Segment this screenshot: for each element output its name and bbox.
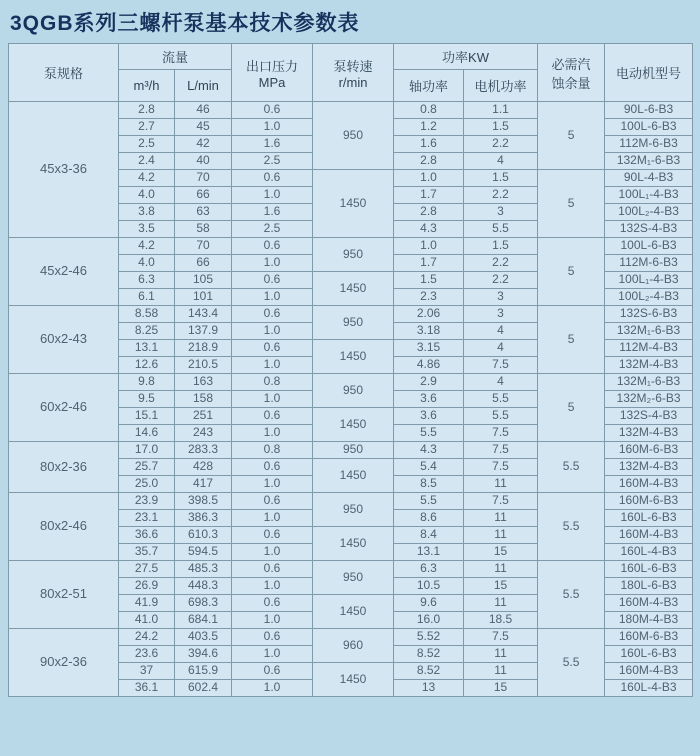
shaft-power-cell: 3.15 — [394, 340, 464, 357]
header-npsh: 必需汽 蚀余量 — [538, 44, 605, 102]
header-shaft-power: 轴功率 — [394, 70, 464, 102]
shaft-power-cell: 1.2 — [394, 119, 464, 136]
motor-power-cell: 4 — [464, 323, 538, 340]
pressure-cell: 1.0 — [232, 119, 313, 136]
shaft-power-cell: 5.5 — [394, 493, 464, 510]
flow-lmin-cell: 403.5 — [175, 629, 232, 646]
pressure-cell: 0.6 — [232, 663, 313, 680]
shaft-power-cell: 13.1 — [394, 544, 464, 561]
motor-power-cell: 7.5 — [464, 629, 538, 646]
motor-power-cell: 18.5 — [464, 612, 538, 629]
shaft-power-cell: 2.06 — [394, 306, 464, 323]
pressure-cell: 0.6 — [232, 340, 313, 357]
flow-lmin-cell: 398.5 — [175, 493, 232, 510]
flow-lmin-cell: 40 — [175, 153, 232, 170]
flow-lmin-cell: 42 — [175, 136, 232, 153]
pressure-cell: 1.0 — [232, 612, 313, 629]
pressure-cell: 1.0 — [232, 323, 313, 340]
motor-model-cell: 160M-4-B3 — [605, 527, 693, 544]
speed-cell: 950 — [313, 102, 394, 170]
motor-power-cell: 2.2 — [464, 255, 538, 272]
npsh-cell: 5.5 — [538, 629, 605, 697]
motor-model-cell: 132M-4-B3 — [605, 357, 693, 374]
flow-m3h-cell: 24.2 — [119, 629, 175, 646]
motor-model-cell: 112M-4-B3 — [605, 340, 693, 357]
flow-lmin-cell: 698.3 — [175, 595, 232, 612]
motor-model-cell: 160M-6-B3 — [605, 442, 693, 459]
pressure-cell: 0.6 — [232, 459, 313, 476]
flow-m3h-cell: 4.0 — [119, 187, 175, 204]
shaft-power-cell: 1.7 — [394, 187, 464, 204]
speed-cell: 950 — [313, 374, 394, 408]
shaft-power-cell: 3.6 — [394, 391, 464, 408]
shaft-power-cell: 0.8 — [394, 102, 464, 119]
shaft-power-cell: 8.52 — [394, 663, 464, 680]
pump-spec-cell: 60x2-43 — [9, 306, 119, 374]
pressure-cell: 0.8 — [232, 374, 313, 391]
flow-lmin-cell: 428 — [175, 459, 232, 476]
table-row — [9, 629, 693, 646]
header-motor-power: 电机功率 — [464, 70, 538, 102]
motor-power-cell: 3 — [464, 289, 538, 306]
flow-lmin-cell: 46 — [175, 102, 232, 119]
motor-model-cell: 132M-4-B3 — [605, 459, 693, 476]
flow-m3h-cell: 37 — [119, 663, 175, 680]
shaft-power-cell: 4.3 — [394, 221, 464, 238]
motor-power-cell: 15 — [464, 544, 538, 561]
flow-lmin-cell: 70 — [175, 238, 232, 255]
motor-power-cell: 4 — [464, 153, 538, 170]
flow-lmin-cell: 45 — [175, 119, 232, 136]
motor-model-cell: 132S-4-B3 — [605, 221, 693, 238]
flow-lmin-cell: 485.3 — [175, 561, 232, 578]
speed-cell: 1450 — [313, 527, 394, 561]
flow-lmin-cell: 70 — [175, 170, 232, 187]
pressure-cell: 1.0 — [232, 289, 313, 306]
pressure-cell: 1.0 — [232, 578, 313, 595]
motor-model-cell: 132M₂-6-B3 — [605, 391, 693, 408]
shaft-power-cell: 1.0 — [394, 238, 464, 255]
header-power: 功率KW — [394, 44, 538, 70]
flow-m3h-cell: 23.1 — [119, 510, 175, 527]
motor-power-cell: 5.5 — [464, 408, 538, 425]
motor-model-cell: 100L₂-4-B3 — [605, 289, 693, 306]
flow-lmin-cell: 283.3 — [175, 442, 232, 459]
shaft-power-cell: 5.4 — [394, 459, 464, 476]
flow-lmin-cell: 158 — [175, 391, 232, 408]
motor-power-cell: 11 — [464, 663, 538, 680]
motor-power-cell: 2.2 — [464, 136, 538, 153]
pressure-cell: 1.6 — [232, 204, 313, 221]
pressure-cell: 1.0 — [232, 476, 313, 493]
npsh-cell: 5 — [538, 170, 605, 238]
pressure-cell: 0.6 — [232, 170, 313, 187]
header-outlet-pressure: 出口压力 MPa — [232, 44, 313, 102]
flow-lmin-cell: 448.3 — [175, 578, 232, 595]
motor-model-cell: 160M-4-B3 — [605, 663, 693, 680]
flow-m3h-cell: 2.4 — [119, 153, 175, 170]
npsh-cell: 5.5 — [538, 442, 605, 493]
shaft-power-cell: 13 — [394, 680, 464, 697]
header-pump-speed: 泵转速 r/min — [313, 44, 394, 102]
pressure-cell: 1.0 — [232, 357, 313, 374]
shaft-power-cell: 4.86 — [394, 357, 464, 374]
flow-m3h-cell: 14.6 — [119, 425, 175, 442]
pressure-cell: 1.0 — [232, 646, 313, 663]
speed-cell: 960 — [313, 629, 394, 663]
pressure-cell: 2.5 — [232, 221, 313, 238]
pressure-cell: 0.6 — [232, 238, 313, 255]
table-row — [9, 238, 693, 255]
pressure-cell: 1.0 — [232, 544, 313, 561]
motor-power-cell: 3 — [464, 204, 538, 221]
motor-model-cell: 112M-6-B3 — [605, 255, 693, 272]
motor-model-cell: 160M-4-B3 — [605, 595, 693, 612]
flow-m3h-cell: 27.5 — [119, 561, 175, 578]
flow-m3h-cell: 4.0 — [119, 255, 175, 272]
motor-power-cell: 5.5 — [464, 221, 538, 238]
flow-m3h-cell: 4.2 — [119, 238, 175, 255]
flow-m3h-cell: 3.5 — [119, 221, 175, 238]
table-header — [9, 44, 693, 102]
pressure-cell: 0.6 — [232, 629, 313, 646]
motor-power-cell: 7.5 — [464, 442, 538, 459]
motor-model-cell: 100L-6-B3 — [605, 238, 693, 255]
pressure-cell: 0.6 — [232, 527, 313, 544]
motor-power-cell: 7.5 — [464, 459, 538, 476]
motor-power-cell: 11 — [464, 476, 538, 493]
speed-cell: 950 — [313, 442, 394, 459]
flow-m3h-cell: 9.8 — [119, 374, 175, 391]
motor-model-cell: 132M₁-6-B3 — [605, 323, 693, 340]
pump-spec-cell: 45x2-46 — [9, 238, 119, 306]
pressure-cell: 0.6 — [232, 408, 313, 425]
npsh-cell: 5 — [538, 238, 605, 306]
motor-power-cell: 4 — [464, 340, 538, 357]
motor-power-cell: 1.5 — [464, 238, 538, 255]
flow-m3h-cell: 41.9 — [119, 595, 175, 612]
motor-model-cell: 160L-4-B3 — [605, 544, 693, 561]
header-flow-lmin: L/min — [175, 70, 232, 102]
shaft-power-cell: 10.5 — [394, 578, 464, 595]
motor-model-cell: 160M-4-B3 — [605, 476, 693, 493]
flow-m3h-cell: 12.6 — [119, 357, 175, 374]
shaft-power-cell: 3.18 — [394, 323, 464, 340]
table-body — [9, 102, 693, 697]
flow-m3h-cell: 36.6 — [119, 527, 175, 544]
speed-cell: 950 — [313, 306, 394, 340]
flow-lmin-cell: 251 — [175, 408, 232, 425]
speed-cell: 1450 — [313, 408, 394, 442]
motor-model-cell: 160M-6-B3 — [605, 629, 693, 646]
shaft-power-cell: 8.4 — [394, 527, 464, 544]
header-motor-model: 电动机型号 — [605, 44, 693, 102]
motor-power-cell: 1.5 — [464, 170, 538, 187]
flow-lmin-cell: 143.4 — [175, 306, 232, 323]
flow-m3h-cell: 6.1 — [119, 289, 175, 306]
shaft-power-cell: 2.8 — [394, 153, 464, 170]
pressure-cell: 0.6 — [232, 493, 313, 510]
pressure-cell: 1.0 — [232, 425, 313, 442]
flow-lmin-cell: 386.3 — [175, 510, 232, 527]
flow-lmin-cell: 101 — [175, 289, 232, 306]
flow-lmin-cell: 63 — [175, 204, 232, 221]
shaft-power-cell: 8.6 — [394, 510, 464, 527]
motor-power-cell: 7.5 — [464, 493, 538, 510]
pump-spec-cell: 80x2-36 — [9, 442, 119, 493]
flow-m3h-cell: 35.7 — [119, 544, 175, 561]
motor-power-cell: 4 — [464, 374, 538, 391]
flow-lmin-cell: 58 — [175, 221, 232, 238]
motor-model-cell: 180M-4-B3 — [605, 612, 693, 629]
pressure-cell: 0.8 — [232, 442, 313, 459]
motor-power-cell: 11 — [464, 561, 538, 578]
pump-spec-cell: 90x2-36 — [9, 629, 119, 697]
flow-m3h-cell: 41.0 — [119, 612, 175, 629]
motor-model-cell: 132M₁-6-B3 — [605, 153, 693, 170]
flow-m3h-cell: 6.3 — [119, 272, 175, 289]
flow-lmin-cell: 66 — [175, 187, 232, 204]
motor-model-cell: 160M-6-B3 — [605, 493, 693, 510]
pressure-cell: 2.5 — [232, 153, 313, 170]
shaft-power-cell: 2.8 — [394, 204, 464, 221]
table-row — [9, 102, 693, 119]
motor-model-cell: 160L-6-B3 — [605, 646, 693, 663]
flow-lmin-cell: 163 — [175, 374, 232, 391]
speed-cell: 1450 — [313, 595, 394, 629]
motor-power-cell: 7.5 — [464, 357, 538, 374]
npsh-cell: 5.5 — [538, 561, 605, 629]
flow-m3h-cell: 9.5 — [119, 391, 175, 408]
shaft-power-cell: 1.6 — [394, 136, 464, 153]
flow-m3h-cell: 15.1 — [119, 408, 175, 425]
table-row — [9, 442, 693, 459]
flow-m3h-cell: 23.6 — [119, 646, 175, 663]
shaft-power-cell: 1.5 — [394, 272, 464, 289]
motor-model-cell: 90L-6-B3 — [605, 102, 693, 119]
speed-cell: 1450 — [313, 170, 394, 238]
flow-lmin-cell: 243 — [175, 425, 232, 442]
motor-model-cell: 90L-4-B3 — [605, 170, 693, 187]
flow-m3h-cell: 2.7 — [119, 119, 175, 136]
shaft-power-cell: 5.5 — [394, 425, 464, 442]
pressure-cell: 0.6 — [232, 306, 313, 323]
flow-m3h-cell: 23.9 — [119, 493, 175, 510]
motor-model-cell: 160L-6-B3 — [605, 510, 693, 527]
header-flow-m3h: m³/h — [119, 70, 175, 102]
flow-lmin-cell: 602.4 — [175, 680, 232, 697]
flow-m3h-cell: 13.1 — [119, 340, 175, 357]
pressure-cell: 1.6 — [232, 136, 313, 153]
shaft-power-cell: 8.52 — [394, 646, 464, 663]
pump-spec-cell: 80x2-46 — [9, 493, 119, 561]
table-row — [9, 493, 693, 510]
flow-lmin-cell: 137.9 — [175, 323, 232, 340]
shaft-power-cell: 3.6 — [394, 408, 464, 425]
motor-power-cell: 2.2 — [464, 187, 538, 204]
pump-spec-table — [8, 43, 693, 697]
speed-cell: 1450 — [313, 340, 394, 374]
motor-model-cell: 100L₂-4-B3 — [605, 204, 693, 221]
flow-m3h-cell: 2.8 — [119, 102, 175, 119]
header-flow: 流量 — [119, 44, 232, 70]
shaft-power-cell: 5.52 — [394, 629, 464, 646]
motor-model-cell: 160L-4-B3 — [605, 680, 693, 697]
pump-spec-cell: 45x3-36 — [9, 102, 119, 238]
shaft-power-cell: 1.7 — [394, 255, 464, 272]
shaft-power-cell: 8.5 — [394, 476, 464, 493]
motor-model-cell: 100L₁-4-B3 — [605, 187, 693, 204]
speed-cell: 950 — [313, 493, 394, 527]
flow-m3h-cell: 8.25 — [119, 323, 175, 340]
page-title: 3QGB系列三螺杆泵基本技术参数表 — [10, 12, 360, 35]
flow-m3h-cell: 36.1 — [119, 680, 175, 697]
flow-lmin-cell: 594.5 — [175, 544, 232, 561]
flow-m3h-cell: 17.0 — [119, 442, 175, 459]
motor-model-cell: 132S-6-B3 — [605, 306, 693, 323]
speed-cell: 1450 — [313, 459, 394, 493]
flow-m3h-cell: 25.0 — [119, 476, 175, 493]
flow-lmin-cell: 394.6 — [175, 646, 232, 663]
motor-power-cell: 11 — [464, 646, 538, 663]
flow-lmin-cell: 66 — [175, 255, 232, 272]
speed-cell: 950 — [313, 238, 394, 272]
flow-m3h-cell: 2.5 — [119, 136, 175, 153]
motor-power-cell: 11 — [464, 527, 538, 544]
flow-lmin-cell: 417 — [175, 476, 232, 493]
pressure-cell: 1.0 — [232, 391, 313, 408]
flow-m3h-cell: 25.7 — [119, 459, 175, 476]
flow-lmin-cell: 610.3 — [175, 527, 232, 544]
flow-m3h-cell: 8.58 — [119, 306, 175, 323]
motor-model-cell: 100L₁-4-B3 — [605, 272, 693, 289]
flow-lmin-cell: 615.9 — [175, 663, 232, 680]
speed-cell: 1450 — [313, 272, 394, 306]
pressure-cell: 0.6 — [232, 595, 313, 612]
shaft-power-cell: 1.0 — [394, 170, 464, 187]
motor-power-cell: 11 — [464, 510, 538, 527]
motor-model-cell: 100L-6-B3 — [605, 119, 693, 136]
motor-power-cell: 5.5 — [464, 391, 538, 408]
table-row — [9, 561, 693, 578]
flow-m3h-cell: 4.2 — [119, 170, 175, 187]
motor-power-cell: 15 — [464, 578, 538, 595]
pressure-cell: 1.0 — [232, 510, 313, 527]
pump-spec-cell: 60x2-46 — [9, 374, 119, 442]
pressure-cell: 0.6 — [232, 102, 313, 119]
shaft-power-cell: 6.3 — [394, 561, 464, 578]
motor-model-cell: 180L-6-B3 — [605, 578, 693, 595]
speed-cell: 1450 — [313, 663, 394, 697]
motor-model-cell: 112M-6-B3 — [605, 136, 693, 153]
motor-power-cell: 15 — [464, 680, 538, 697]
flow-m3h-cell: 26.9 — [119, 578, 175, 595]
flow-lmin-cell: 210.5 — [175, 357, 232, 374]
pressure-cell: 1.0 — [232, 255, 313, 272]
pressure-cell: 0.6 — [232, 272, 313, 289]
pressure-cell: 1.0 — [232, 680, 313, 697]
npsh-cell: 5.5 — [538, 493, 605, 561]
pressure-cell: 0.6 — [232, 561, 313, 578]
motor-model-cell: 132M₁-6-B3 — [605, 374, 693, 391]
pressure-cell: 1.0 — [232, 187, 313, 204]
motor-power-cell: 1.1 — [464, 102, 538, 119]
motor-power-cell: 2.2 — [464, 272, 538, 289]
motor-power-cell: 3 — [464, 306, 538, 323]
motor-power-cell: 11 — [464, 595, 538, 612]
npsh-cell: 5 — [538, 102, 605, 170]
motor-model-cell: 160L-6-B3 — [605, 561, 693, 578]
shaft-power-cell: 2.9 — [394, 374, 464, 391]
motor-power-cell: 1.5 — [464, 119, 538, 136]
flow-lmin-cell: 684.1 — [175, 612, 232, 629]
table-row — [9, 374, 693, 391]
header-pump-spec: 泵规格 — [9, 44, 119, 102]
shaft-power-cell: 16.0 — [394, 612, 464, 629]
pump-spec-cell: 80x2-51 — [9, 561, 119, 629]
flow-m3h-cell: 3.8 — [119, 204, 175, 221]
flow-lmin-cell: 218.9 — [175, 340, 232, 357]
shaft-power-cell: 9.6 — [394, 595, 464, 612]
speed-cell: 950 — [313, 561, 394, 595]
flow-lmin-cell: 105 — [175, 272, 232, 289]
table-row — [9, 306, 693, 323]
npsh-cell: 5 — [538, 306, 605, 374]
motor-model-cell: 132S-4-B3 — [605, 408, 693, 425]
motor-power-cell: 7.5 — [464, 425, 538, 442]
motor-model-cell: 132M-4-B3 — [605, 425, 693, 442]
shaft-power-cell: 4.3 — [394, 442, 464, 459]
shaft-power-cell: 2.3 — [394, 289, 464, 306]
npsh-cell: 5 — [538, 374, 605, 442]
